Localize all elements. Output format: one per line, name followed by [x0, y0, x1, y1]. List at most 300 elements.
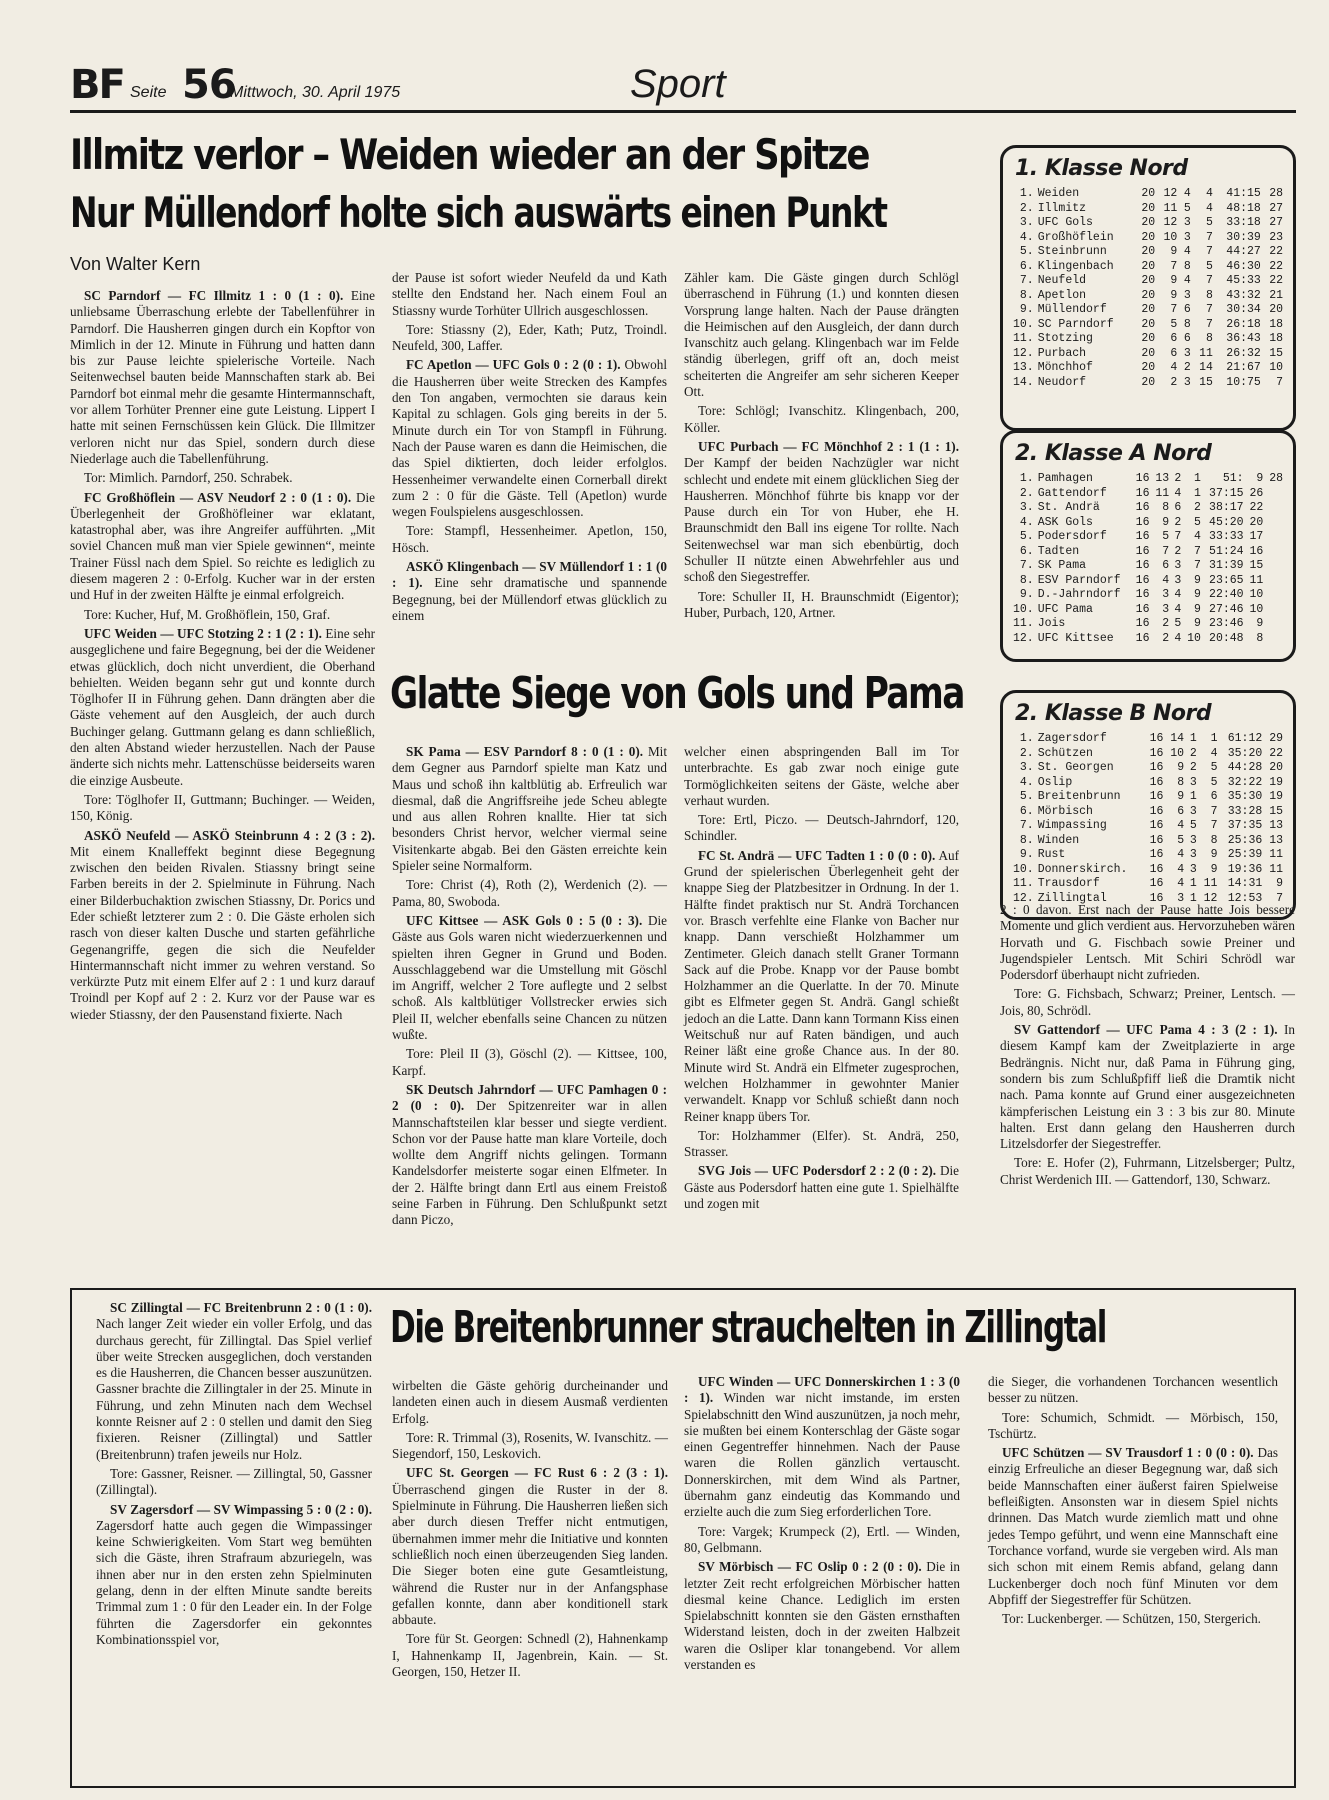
stat-cell: 7: [1206, 303, 1213, 316]
rank-cell: 2.: [1019, 746, 1034, 760]
stat-cell: 30:39: [1226, 230, 1261, 244]
stat-cell: 16: [1135, 617, 1150, 630]
stat-cell: 7: [1170, 259, 1178, 273]
team-cell: Mörbisch: [1037, 804, 1093, 818]
stat-cell: 3: [1183, 288, 1191, 302]
match-report-text: welcher einen abspringenden Ball im Tor unterbrachte. Es gab zwar noch einige gute Tormöglichkeiten seitens der Gäste, welche aber verhaut wurden.: [684, 744, 959, 808]
rank-cell: 3.: [1019, 501, 1034, 514]
match-report-text: Der Spitzenreiter war in allen Mannschaftsteilen klar besser und siegte verdient. Schon vor der Pause hatte man klare Vorteile, doch wollte dem Angriff nichts gelingen. Tormann Kandelsdorfer meisterte sogar einen Elfmeter. In der 2. Hälfte bringt dann Ertl aus einem Freistoß seine Farben in Führung. Den Schlußpunkt setzt dann Piczo,: [392, 1098, 667, 1228]
scorers-line: Tor: Mimlich. Parndorf, 250. Schrabek.: [84, 470, 293, 486]
stat-cell: 16: [1149, 848, 1164, 861]
stat-cell: 6: [1174, 501, 1182, 514]
stat-cell: 4: [1206, 187, 1213, 200]
stat-cell: 36:43: [1226, 332, 1261, 345]
scorers-line: Tore: R. Trimmal (3), Rosenits, W. Ivanschitz. — Siegendorf, 150, Leskovich.: [392, 1429, 668, 1462]
seite-label: Seite: [130, 84, 167, 101]
stat-cell: 45:20: [1209, 515, 1244, 529]
rank-cell: 10.: [1013, 602, 1034, 616]
stat-cell: 16: [1149, 775, 1164, 789]
table-row: [1011, 202, 1285, 217]
article-paragraph: [684, 1374, 960, 1521]
stat-cell: 23:46: [1209, 617, 1244, 630]
rank-cell: 12.: [1013, 631, 1034, 645]
stat-cell: 20: [1269, 761, 1283, 774]
stat-cell: 37:35: [1227, 819, 1263, 832]
stat-cell: 2: [1189, 761, 1197, 774]
stat-cell: 13: [1155, 472, 1170, 485]
stat-cell: 32:22: [1227, 775, 1263, 789]
team-cell: Müllendorf: [1037, 303, 1107, 316]
stat-cell: 6: [1170, 346, 1178, 360]
table-row: [1011, 289, 1285, 304]
stat-cell: 22: [1269, 245, 1283, 258]
stat-cell: 5: [1174, 617, 1182, 630]
article-paragraph: [1000, 1022, 1295, 1152]
rank-cell: 6.: [1019, 259, 1034, 273]
stat-cell: 9: [1162, 515, 1170, 529]
stat-cell: 33:33: [1209, 530, 1244, 543]
stat-cell: 23: [1269, 230, 1283, 244]
stat-cell: 20: [1141, 274, 1156, 287]
stat-cell: 6: [1170, 332, 1178, 345]
stat-cell: 35:30: [1227, 790, 1263, 803]
stat-cell: 11: [1249, 573, 1264, 587]
article-paragraph: [684, 439, 959, 586]
article-paragraph: [392, 744, 667, 874]
stat-cell: 21:67: [1226, 361, 1261, 374]
rank-cell: 5.: [1019, 245, 1034, 258]
scorers-line: Tore für St. Georgen: Schnedl (2), Hahnenkamp I, Hahnenkamp II, Jagenbrein, Kain. — St. Georgen, 150, Hetzer II.: [392, 1631, 668, 1680]
team-cell: Illmitz: [1037, 201, 1087, 215]
table-row: [1011, 260, 1285, 275]
article-paragraph: [684, 1163, 959, 1212]
stat-cell: 22: [1249, 501, 1264, 514]
table-row: [1011, 361, 1285, 376]
rank-cell: 4.: [1019, 230, 1034, 244]
stat-cell: 9: [1210, 862, 1218, 876]
match-heading: SC Parndorf — FC Illmitz 1 : 0 (1 : 0).: [84, 288, 344, 303]
stat-cell: 4: [1174, 486, 1182, 500]
table-row: [1011, 588, 1285, 603]
stat-cell: 10: [1269, 361, 1283, 374]
article-paragraph: [684, 744, 959, 809]
table-row: [1011, 545, 1285, 560]
headline-line2: Nur Müllendorf holte sich auswärts einen Punkt: [70, 188, 887, 237]
rank-cell: 5.: [1019, 530, 1034, 543]
team-cell: SC Parndorf: [1037, 317, 1114, 331]
article-paragraph: [392, 270, 667, 319]
match-report-text: Mit dem Gegner aus Parndorf spielte man Katz und Maus und schoß ihn kaltblütig ab. Erfreulich war diesmal, daß die Angriffsreihe jede Scheu ablegte und aus allen Rohren knallte. Hier tat sich besonders Christ hervor, welcher viermal seine Visitenkarte abgab. Bei den Gästen erreichte kein Spieler seine Normalform.: [392, 744, 668, 874]
scorers-line: Tore: Kucher, Huf, M. Großhöflein, 150, Graf.: [84, 606, 331, 622]
match-heading: SVG Jois — UFC Podersdorf 2 : 2 (0 : 2).: [698, 1163, 937, 1179]
stat-cell: 5: [1210, 775, 1218, 789]
team-cell: Gattendorf: [1037, 486, 1107, 500]
stat-cell: 6: [1177, 804, 1185, 818]
stat-cell: 16: [1135, 588, 1150, 601]
stat-cell: 1: [1189, 891, 1197, 905]
masthead: [70, 62, 1296, 113]
stat-cell: 41:15: [1226, 187, 1261, 200]
match-heading: FC Großhöflein — ASV Neudorf 2 : 0 (1 : 0).: [84, 489, 352, 505]
stat-cell: 11: [1269, 862, 1283, 876]
stat-cell: 9: [1256, 617, 1264, 630]
stat-cell: 8: [1183, 259, 1191, 273]
table-row: [1011, 747, 1285, 762]
stat-cell: 7: [1174, 530, 1182, 543]
table-row: [1011, 245, 1285, 260]
column-2: [392, 270, 667, 627]
stat-cell: 2: [1183, 361, 1191, 374]
stat-cell: 7: [1210, 804, 1218, 818]
stat-cell: 18: [1269, 332, 1283, 345]
stat-cell: 20: [1141, 317, 1156, 331]
match-heading: SV Mörbisch — FC Oslip 0 : 2 (0 : 0).: [698, 1559, 922, 1575]
rank-cell: 10.: [1013, 862, 1034, 876]
stat-cell: 30:34: [1226, 303, 1261, 316]
team-cell: D.-Jahrndorf: [1037, 588, 1121, 601]
stat-cell: 16: [1135, 486, 1150, 500]
table-row: [1011, 761, 1285, 776]
rank-cell: 6.: [1019, 544, 1034, 558]
stat-cell: 20: [1141, 346, 1156, 360]
stat-cell: 44:27: [1226, 245, 1261, 258]
stat-cell: 8: [1256, 631, 1264, 645]
stat-cell: 9: [1194, 588, 1201, 601]
table-row: [1011, 303, 1285, 318]
stat-cell: 3: [1183, 346, 1191, 360]
article-paragraph: [70, 288, 375, 467]
stat-cell: 10: [1170, 746, 1185, 760]
league-table-3: [1000, 690, 1296, 920]
bottom-column-1: [96, 1300, 372, 1651]
column-1: [70, 288, 375, 1026]
stat-cell: 11: [1199, 346, 1213, 360]
team-cell: Podersdorf: [1037, 530, 1107, 543]
stat-cell: 20: [1141, 230, 1156, 244]
stat-cell: 16: [1135, 602, 1150, 616]
stat-cell: 9: [1194, 573, 1201, 587]
team-cell: St. Andrä: [1037, 501, 1100, 514]
stat-cell: 11: [1155, 486, 1170, 500]
table-row: [1011, 574, 1285, 589]
rank-cell: 1.: [1019, 732, 1034, 745]
stat-cell: 3: [1189, 862, 1197, 876]
newspaper-logo: BF: [70, 62, 124, 108]
bottom-column-3: [684, 1374, 960, 1676]
match-report-text: Zähler kam. Die Gäste gingen durch Schlögl überraschend in Führung (1.) und konnten diesen Vorsprung lange halten. Nach der Pause drängten die Heimischen auf den Ausgleich, der dann durch Ivanschitz auch gelang. Klingenbach war im Felde ständig überlegen, griff oft an, doch meist scheiterten die Angreifer am sehr sicheren Keeper Ott.: [684, 270, 959, 400]
stat-cell: 23:65: [1209, 573, 1244, 587]
stat-cell: 26:32: [1226, 346, 1261, 360]
stat-cell: 5: [1206, 259, 1213, 273]
stat-cell: 26:18: [1226, 317, 1261, 331]
match-report-text: Die Überlegenheit der Großhöfleiner war eklatant, katastrophal aber, was ihre Angreifer aufführten. „Mit soviel Chancen muß man vier Spiele gewinnen“, meinte Trainer Füssl nach dem Spiel. So reichte es lediglich zu diesem mageren 2 : 0-Erfolg. Kucher war in der ersten und Huf in der zweiten Hälfte je einmal erfolgreich.: [70, 489, 375, 603]
stat-cell: 7: [1206, 274, 1213, 287]
stat-cell: 20:48: [1209, 631, 1244, 645]
team-cell: Weiden: [1037, 187, 1080, 200]
team-cell: ASK Gols: [1037, 515, 1093, 529]
stat-cell: 37:15: [1209, 486, 1244, 500]
stat-cell: 8: [1177, 775, 1185, 789]
stat-cell: 3: [1189, 804, 1197, 818]
stat-cell: 43:32: [1226, 288, 1261, 302]
rank-cell: 5.: [1019, 790, 1034, 803]
stat-cell: 3: [1189, 775, 1197, 789]
bottom-column-2: [392, 1378, 668, 1683]
stat-cell: 16: [1135, 530, 1150, 543]
rank-cell: 14.: [1013, 375, 1034, 389]
stat-cell: 10: [1249, 602, 1264, 616]
stat-cell: 3: [1189, 848, 1197, 861]
rank-cell: 3.: [1019, 761, 1034, 774]
stat-cell: 12:53: [1227, 891, 1263, 905]
table-row: [1011, 501, 1285, 516]
stat-cell: 16: [1135, 501, 1150, 514]
stat-cell: 1: [1189, 877, 1197, 890]
stat-cell: 27: [1269, 201, 1283, 215]
stat-cell: 3: [1177, 891, 1185, 905]
stat-cell: 13: [1269, 819, 1283, 832]
stat-cell: 8: [1206, 288, 1213, 302]
match-report-text: Nach langer Zeit wieder ein voller Erfolg, und das durchaus gerecht, für Zillingtal. Das Spiel verlief über weite Strecken ausgeglichen, doch verstanden es die Hausherren, die Chancen besser auszunützen. Gassner brachte die Zillingtaler in der 25. Minute in Führung, und zehn Minuten nach dem Wechsel konnte Reisner auf 2 : 0 stellen und damit den Sieg fixieren. Reisner (Zillingtal) und Sattler (Breitenbrunn) trafen jeweils nur Holz.: [96, 1316, 372, 1462]
league-table-1: [1000, 145, 1296, 431]
match-report-text: Obwohl die Hausherren über weite Strecken des Kampfes den Ton angaben, vermochten sie daraus kein Kapital zu schlagen. Gols ging bereits in der 5. Minute durch ein Tor von Stampfl in Führung. Nach der Pause waren es dann die Heimischen, die das Spiel diktierten, doch leider erfolglos. Hessenheimer verwandelte einen Cornerball direkt zum 2 : 0 für die Gäste. Tell (Apetlon) wurde wegen Foulspielens ausgeschlossen.: [392, 357, 667, 520]
stat-cell: 18: [1269, 317, 1283, 331]
article-paragraph: [96, 1300, 372, 1463]
team-cell: UFC Kittsee: [1037, 631, 1114, 645]
scorers-line: Tore: Schuller II, H. Braunschmidt (Eigentor); Huber, Purbach, 120, Artner.: [684, 588, 959, 620]
stat-cell: 4: [1206, 201, 1213, 215]
stat-cell: 26: [1249, 486, 1264, 500]
stat-cell: 4: [1170, 361, 1178, 374]
stat-cell: 19:36: [1227, 862, 1263, 876]
team-cell: Wimpassing: [1037, 819, 1107, 832]
match-heading: UFC Winden — UFC Donnerskirchen 1 : 3 (0 : 1).: [684, 1374, 960, 1406]
rank-cell: 6.: [1019, 804, 1034, 818]
rank-cell: 2.: [1019, 201, 1034, 215]
stat-cell: 7: [1194, 559, 1201, 572]
table-row: [1011, 318, 1285, 333]
stat-cell: 5: [1206, 216, 1213, 229]
standings-table: [1011, 472, 1285, 646]
rank-cell: 4.: [1019, 515, 1034, 529]
stat-cell: 16: [1135, 573, 1150, 587]
stat-cell: 3: [1162, 588, 1170, 601]
stat-cell: 9: [1170, 245, 1178, 258]
table-row: [1011, 790, 1285, 805]
article-paragraph: [988, 1445, 1278, 1608]
scorers-line: Tor: Luckenberger. — Schützen, 150, Stergerich.: [1002, 1611, 1261, 1627]
standings-table: [1011, 187, 1285, 390]
stat-cell: 11: [1163, 201, 1178, 215]
stat-cell: 4: [1194, 530, 1201, 543]
byline: Von Walter Kern: [70, 254, 201, 274]
match-report-text: Eine sehr ausgeglichene und faire Begegnung, bei der die Weidener etwas glücklich, doch nicht unverdient, die Oberhand behielten. Weiden begann sehr gut und konnte durch Töglhofer II in Führung gehen. Dann drängten aber die Gäste vehement auf den Ausgleich, der auch durch Buchinger gelang. Guttmann gelang es dann schließlich, den alten Abstand wieder herzustellen. Nach der Pause änderte sich nichts mehr. Lattenschüsse beiderseits waren die einzige Ausbeute.: [70, 625, 375, 788]
match-report-text: Das einzig Erfreuliche an dieser Begegnung war, daß sich beide Mannschaften einer äußerst fairen Spielweise befleißigten. Ansonsten war in diesem Spiel nichts drinnen. Das Match wurde ziemlich matt und ohne jedes Tempo geführt, und wenn eine Mannschaft eine Torchance vorfand, wurde sie vergeben wird. Als man sich schon mit einem Remis abfand, gelang dann Luckenberger doch noch fünf Minuten vor dem Abpfiff der Siegestreffer für Schützen.: [988, 1445, 1279, 1607]
rank-cell: 11.: [1013, 877, 1034, 890]
stat-cell: 1: [1210, 732, 1218, 745]
stat-cell: 5: [1189, 819, 1197, 832]
stat-cell: 20: [1141, 259, 1156, 273]
stat-cell: 25:39: [1227, 848, 1263, 861]
stat-cell: 20: [1141, 375, 1156, 389]
scorers-line: Tore: Christ (4), Roth (2), Werdenich (2). — Pama, 80, Swoboda.: [392, 877, 667, 909]
article-paragraph: [392, 1082, 667, 1229]
article-paragraph: [392, 1465, 668, 1628]
stat-cell: 31:39: [1209, 559, 1244, 572]
match-report-text: der Pause ist sofort wieder Neufeld da und Kath stellte den Endstand her. Nach einem Foul an Stiassny wurde Torhüter Ullrich ausgeschlossen.: [392, 270, 667, 318]
scorers-line: Tore: E. Hofer (2), Fuhrmann, Litzelsberger; Pultz, Christ Werdenich III. — Gattendorf, 130, Schwarz.: [1000, 1155, 1295, 1187]
stat-cell: 4: [1174, 631, 1182, 645]
stat-cell: 16: [1149, 833, 1164, 847]
match-heading: UFC Schützen — SV Trausdorf 1 : 0 (0 : 0).: [1002, 1445, 1254, 1461]
stat-cell: 16: [1249, 544, 1264, 558]
stat-cell: 44:28: [1227, 761, 1263, 774]
rank-cell: 2.: [1019, 486, 1034, 500]
stat-cell: 10: [1163, 230, 1178, 244]
team-cell: Zagersdorf: [1037, 732, 1107, 745]
stat-cell: 5: [1177, 833, 1185, 847]
scorers-line: Tore: Schlögl; Ivanschitz. Klingenbach, 200, Köller.: [684, 403, 959, 435]
stat-cell: 3: [1174, 573, 1182, 587]
stat-cell: 6: [1210, 790, 1218, 803]
stat-cell: 33:28: [1227, 804, 1263, 818]
rank-cell: 10.: [1013, 317, 1034, 331]
stat-cell: 7: [1276, 891, 1283, 905]
stat-cell: 2: [1162, 617, 1170, 630]
stat-cell: 10:75: [1226, 375, 1261, 389]
stat-cell: 9: [1177, 761, 1185, 774]
stat-cell: 16: [1149, 746, 1164, 760]
stat-cell: 7: [1162, 544, 1170, 558]
article-paragraph: [392, 913, 667, 1043]
stat-cell: 9: [1256, 472, 1264, 485]
stat-cell: 4: [1177, 877, 1185, 890]
stat-cell: 14: [1199, 361, 1213, 374]
article-paragraph: [70, 626, 375, 789]
league-table-title: 2. Klasse B Nord: [1015, 701, 1212, 726]
stat-cell: 51:: [1222, 472, 1244, 485]
stat-cell: 4: [1174, 602, 1182, 616]
team-cell: ESV Parndorf: [1037, 573, 1121, 587]
match-report-text: Eine sehr dramatische und spannende Begegnung, bei der Müllendorf etwas glücklich zu einem: [392, 575, 667, 623]
league-table-title: 1. Klasse Nord: [1015, 156, 1188, 181]
stat-cell: 22:40: [1209, 588, 1244, 601]
stat-cell: 2: [1170, 375, 1178, 389]
stat-cell: 33:18: [1226, 216, 1261, 229]
team-cell: Stotzing: [1037, 332, 1093, 345]
stat-cell: 61:12: [1227, 732, 1263, 745]
stat-cell: 10: [1249, 588, 1264, 601]
team-cell: Schützen: [1037, 746, 1093, 760]
stat-cell: 2: [1174, 515, 1182, 529]
match-heading: UFC Weiden — UFC Stotzing 2 : 1 (2 : 1).: [84, 625, 322, 641]
table-row: [1011, 487, 1285, 502]
match-heading: FC St. Andrä — UFC Tadten 1 : 0 (0 : 0).: [698, 847, 936, 863]
table-row: [1011, 530, 1285, 545]
stat-cell: 16: [1149, 790, 1164, 803]
stat-cell: 20: [1141, 288, 1156, 302]
stat-cell: 9: [1194, 617, 1201, 630]
table-row: [1011, 776, 1285, 791]
scorers-line: Tore: Ertl, Piczo. — Deutsch-Jahrndorf, 120, Schindler.: [684, 812, 959, 844]
match-heading: ASKÖ Klingenbach — SV Müllendorf 1 : 1 (0 : 1).: [392, 559, 667, 591]
stat-cell: 8: [1162, 501, 1170, 514]
stat-cell: 1: [1189, 790, 1197, 803]
stat-cell: 5: [1194, 515, 1201, 529]
team-cell: Mönchhof: [1037, 361, 1093, 374]
match-report-text: Die in letzter Zeit recht erfolgreichen Mörbischer hatten diesmal keine Chance. Lediglich im ersten Spielabschnitt konnten sie den Gästen ernsthaften Widerstand leisten, doch in der zweiten Halbzeit waren die Osliper klar tonangebend. Vor allem verstanden es: [684, 1559, 960, 1673]
article-paragraph: [392, 559, 667, 624]
team-cell: Trausdorf: [1037, 877, 1100, 890]
team-cell: Winden: [1037, 833, 1080, 847]
stat-cell: 16: [1149, 891, 1164, 905]
stat-cell: 4: [1183, 187, 1191, 200]
stat-cell: 7: [1170, 303, 1178, 316]
stat-cell: 20: [1141, 187, 1156, 200]
match-heading: UFC Purbach — FC Mönchhof 2 : 1 (1 : 1).: [698, 438, 959, 454]
match-report-text: Eine unliebsame Überraschung erlebte der Tabellenführer in Parndorf. Die Hausherren gingen durch ein Kopftor von Mimlich in der 12. Minute in Führung und hatten dann bis zur Pause leichte spielerische Vorteile. Nach Seitenwechsel bauten beide Mannschaften stark ab. Bei Parndorf bot einmal mehr die gesamte Hintermannschaft, vor allem Torhüter Prenner eine gute Leistung. Lippert I hatte mit seinen Fernschüssen kein Glück. Die Illmitzer verloren nicht nur das Spiel, sondern durch diese Niederlage auch die Tabellenführung.: [70, 288, 375, 466]
stat-cell: 17: [1249, 530, 1264, 543]
match-report-text: wirbelten die Gäste gehörig durcheinander und landeten einen auch in diesem Ausmaß verdienten Erfolg.: [392, 1378, 668, 1426]
league-table-2: [1000, 430, 1296, 662]
stat-cell: 27:46: [1209, 602, 1244, 616]
stat-cell: 12: [1163, 187, 1178, 200]
rank-cell: 13.: [1013, 361, 1034, 374]
stat-cell: 9: [1177, 790, 1185, 803]
table-row: [1011, 231, 1285, 246]
stat-cell: 9: [1210, 848, 1218, 861]
stat-cell: 28: [1269, 472, 1283, 485]
stat-cell: 2: [1194, 501, 1201, 514]
table-row: [1011, 603, 1285, 618]
rank-cell: 7.: [1019, 559, 1034, 572]
stat-cell: 14:31: [1227, 877, 1263, 890]
stat-cell: 16: [1149, 761, 1164, 774]
stat-cell: 3: [1174, 559, 1182, 572]
stat-cell: 7: [1206, 317, 1213, 331]
table-row: [1011, 819, 1285, 834]
rank-cell: 9.: [1019, 588, 1034, 601]
article-paragraph: [96, 1502, 372, 1649]
column-4: [392, 744, 667, 1232]
stat-cell: 15: [1249, 559, 1264, 572]
stat-cell: 20: [1141, 201, 1156, 215]
stat-cell: 16: [1135, 631, 1150, 645]
stat-cell: 4: [1174, 588, 1182, 601]
scorers-line: Tore: Gassner, Reisner. — Zillingtal, 50, Gassner (Zillingtal).: [96, 1465, 372, 1498]
stat-cell: 9: [1194, 602, 1201, 616]
rank-cell: 1.: [1019, 472, 1034, 485]
stat-cell: 4: [1177, 862, 1185, 876]
rank-cell: 11.: [1013, 332, 1034, 345]
team-cell: Steinbrunn: [1037, 245, 1107, 258]
match-report-text: Winden war nicht imstande, im ersten Spielabschnitt den Wind auszunützen, ja noch mehr, sie mußten bei einem Konterschlag der Gäste sogar einen Gegentreffer hinnehmen. Nach der Pause waren die Rollen gänzlich vertauscht. Donnerskirchen, mit dem Wind als Partner, übernahm ganz eindeutig das Kommando und erzielte auch die zum Sieg erforderlichen Tore.: [684, 1390, 961, 1520]
match-report-text: Mit einem Knalleffekt beginnt diese Begegnung zwischen den beiden Rivalen. Stiassny bringt seine Farben bereits in der 2. Spielminute in Führung. Nach einer Bilderbuchaktion zwischen Stiassny, Dr. Porics und Eder schießt letzterer zum 2 : 0. Die Gäste erholen sich rasch von dieser kalten Dusche und starten gefährliche Gegenangriffe, gegen die sich die Neufelder Hintermannschaft nicht immer zu wehren verstand. So verkürzte Putz mit einem Elfer auf 2 : 1 und kurz darauf Troindl per Kopf auf 2 : 2. Kurz vor der Pause war es wieder Stiassny, der den Pausenstand fixierte. Nach: [70, 843, 375, 1022]
rank-cell: 9.: [1019, 303, 1034, 316]
headline-3: Die Breitenbrunner strauchelten in Zillingtal: [390, 1302, 1106, 1353]
stat-cell: 1: [1194, 486, 1201, 500]
table-row: [1011, 848, 1285, 863]
table-row: [1011, 834, 1285, 849]
rank-cell: 11.: [1013, 617, 1034, 630]
match-report-text: 2 : 0 davon. Erst nach der Pause hatte Jois bessere Momente und glich verdient aus. Hervorzuheben wären Horvath und G. Fischbach sowie Preiner und Jugendspieler Lentsch. Mit Schiri Schrödl war Podersdorf überhaupt nicht zufrieden.: [1000, 902, 1295, 983]
column-6: [1000, 902, 1295, 1191]
match-heading: SV Zagersdorf — SV Wimpassing 5 : 0 (2 : 0).: [110, 1501, 372, 1517]
stat-cell: 22: [1269, 259, 1283, 273]
team-cell: Donnerskirch.: [1037, 862, 1128, 876]
article-paragraph: [392, 1378, 668, 1427]
scorers-line: Tore: Töglhofer II, Guttmann; Buchinger. — Weiden, 150, König.: [70, 791, 375, 824]
